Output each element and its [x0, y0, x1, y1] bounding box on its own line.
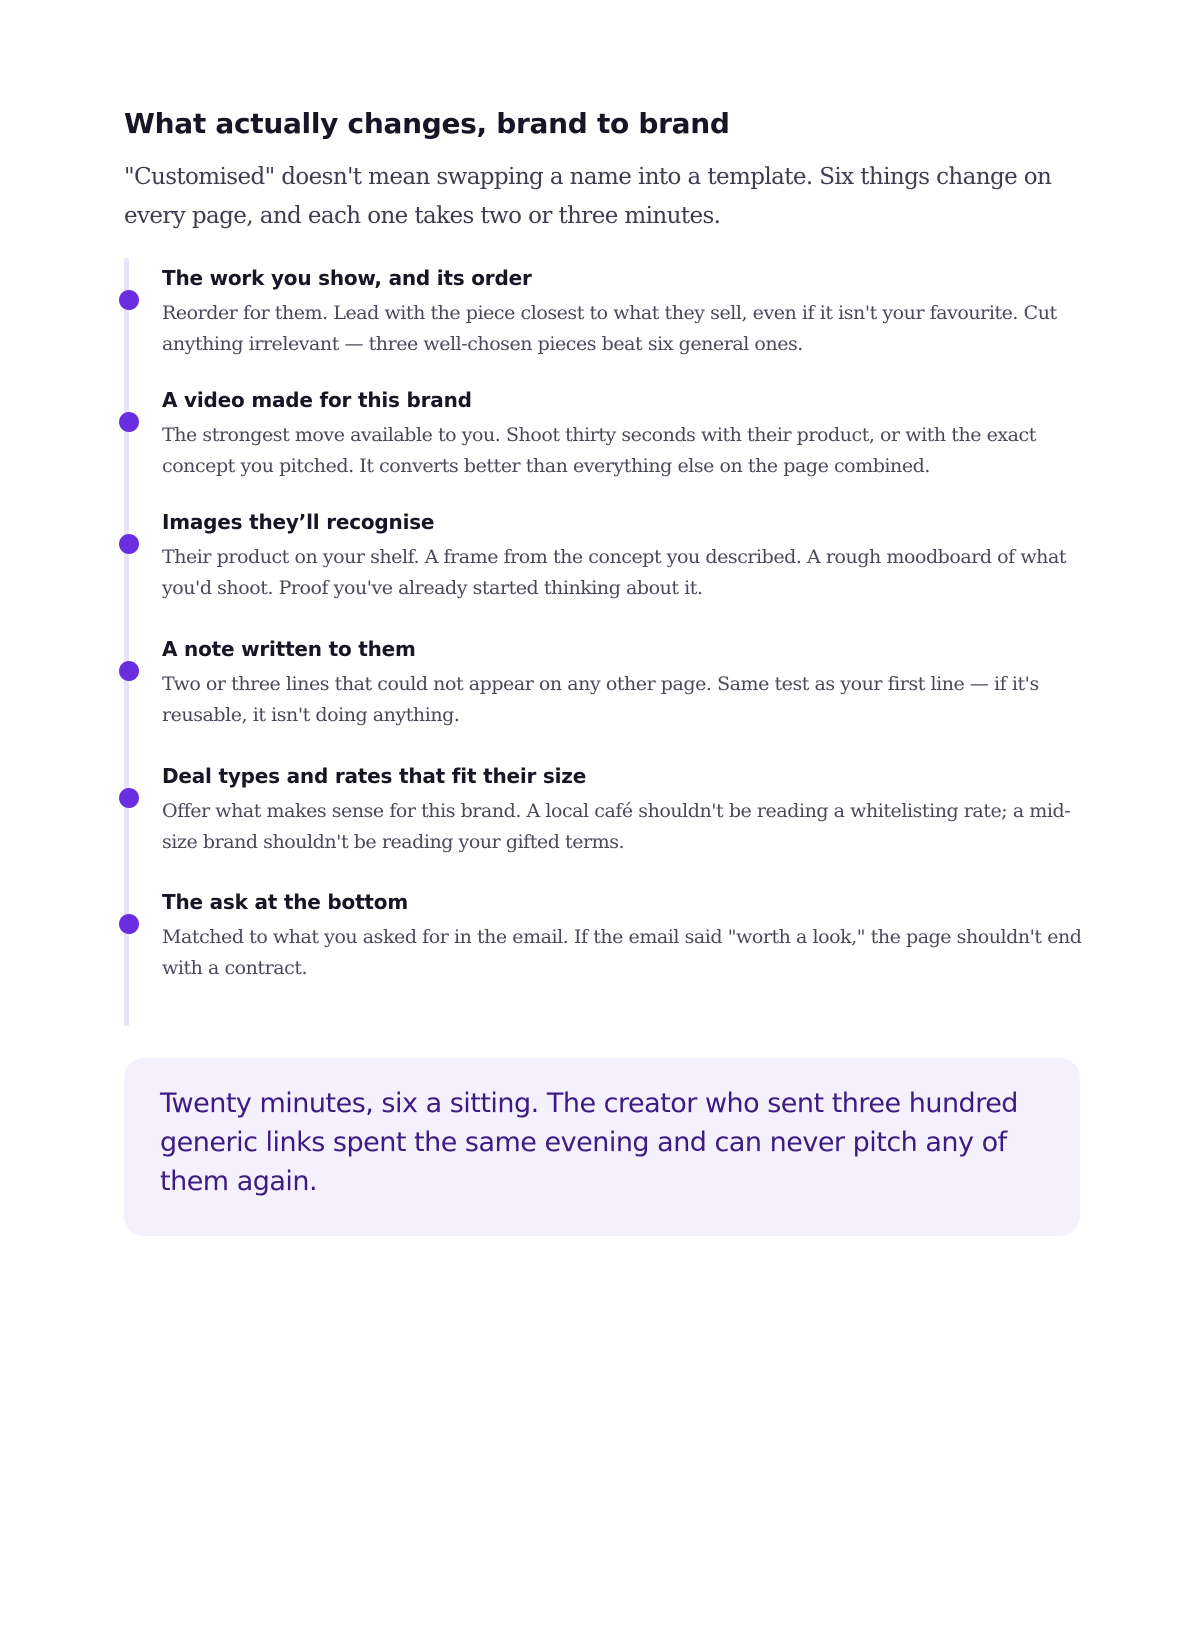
change-item-body: Their product on your shelf. A frame from the concept you described. A rough moodboard of what you'd shoot. Proof you've already started thinking about it.: [162, 546, 1067, 599]
change-item-body: Reorder for them. Lead with the piece closest to what they sell, even if it isn't your favourite. Cut anything irrelevant — three well-chosen pieces beat six general ones.: [162, 302, 1057, 355]
change-list: [124, 258, 1080, 1026]
change-item: [124, 258, 1080, 368]
bullet-dot-icon: [119, 914, 139, 934]
change-item-title: The work you show, and its order: [162, 266, 532, 290]
callout-text: Twenty minutes, six a sitting. The creator who sent three hundred generic links spent the same evening and can never pitch any of them again.: [160, 1088, 1018, 1197]
bullet-dot-icon: [119, 661, 139, 681]
bullet-dot-icon: [119, 412, 139, 432]
change-item: [124, 380, 1080, 490]
change-item: [124, 756, 1080, 866]
change-item-title: A video made for this brand: [162, 388, 472, 412]
bullet-dot-icon: [119, 788, 139, 808]
section-heading: What actually changes, brand to brand: [124, 107, 730, 140]
change-item-body: Offer what makes sense for this brand. A local café shouldn't be reading a whitelisting rate; a mid-size brand shouldn't be reading your gifted terms.: [162, 800, 1071, 853]
bullet-dot-icon: [119, 290, 139, 310]
change-item-body: Matched to what you asked for in the email. If the email said "worth a look," the page shouldn't end with a contract.: [162, 926, 1082, 979]
change-item-title: A note written to them: [162, 637, 416, 661]
change-item: [124, 882, 1080, 992]
change-item-title: Images they’ll recognise: [162, 510, 435, 534]
callout-box: [124, 1058, 1080, 1236]
section-intro: "Customised" doesn't mean swapping a name into a template. Six things change on every page, and each one takes two or three minutes.: [124, 164, 1052, 229]
change-item: [124, 502, 1080, 612]
change-item-body: The strongest move available to you. Shoot thirty seconds with their product, or with the exact concept you pitched. It converts better than everything else on the page combined.: [162, 424, 1036, 477]
bullet-dot-icon: [119, 534, 139, 554]
change-item-title: Deal types and rates that fit their size: [162, 764, 587, 788]
change-item: [124, 629, 1080, 739]
change-item-title: The ask at the bottom: [162, 890, 408, 914]
change-item-body: Two or three lines that could not appear on any other page. Same test as your first line — if it's reusable, it isn't doing anything.: [162, 673, 1039, 726]
